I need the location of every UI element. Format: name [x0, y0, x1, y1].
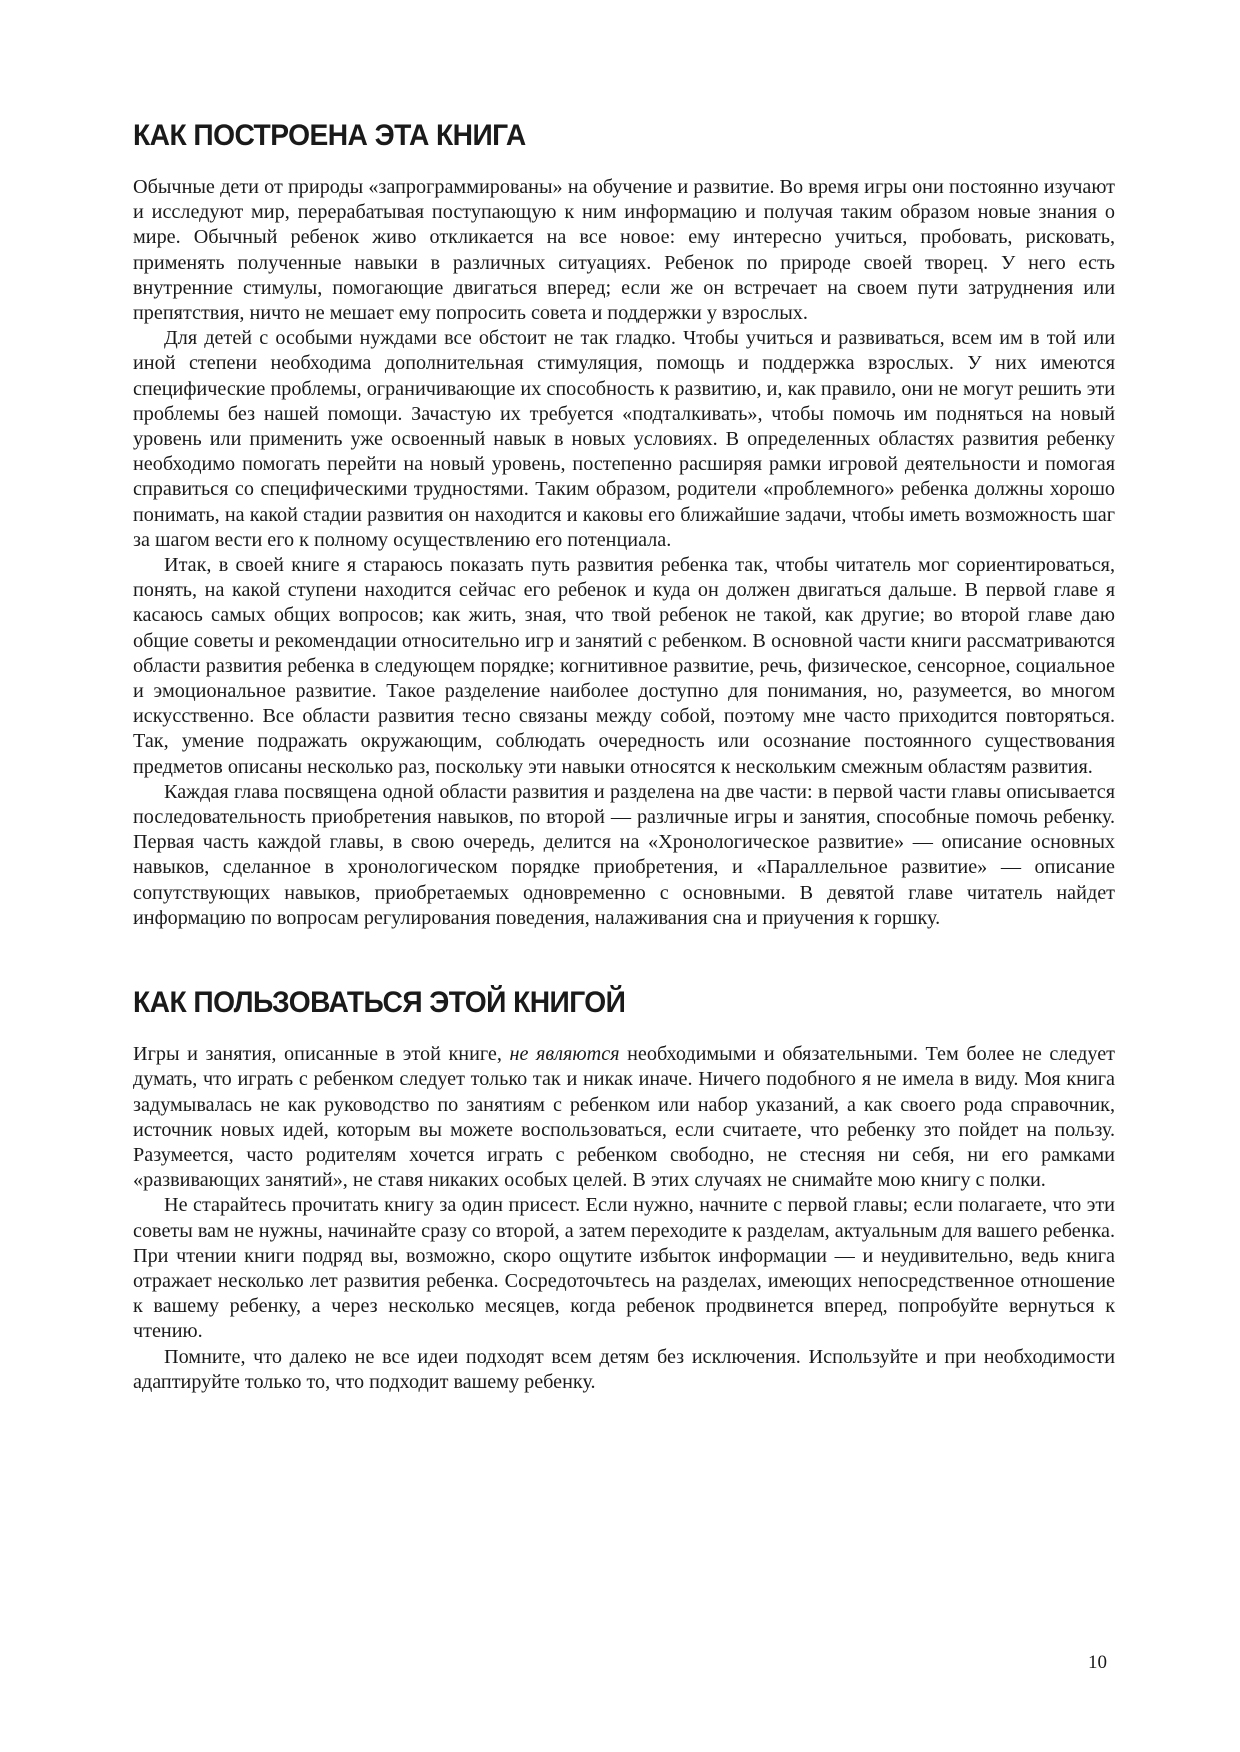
paragraph: Помните, что далеко не все идеи подходят всем детям без исключения. Используйте и при необходимости адаптируйте только то, что подходит вашему ребенку.: [133, 1345, 1115, 1393]
paragraph: Каждая глава посвящена одной области развития и разделена на две части: в первой части главы описывается последовательность приобретения навыков, по второй — различные игры и занятия, способные помочь ребенку. Первая часть каждой главы, в свою очередь, делится на «Хронологическое развитие» — описание основных навыков, сделанное в хронологическом порядке приобретения, и «Параллельное развитие» — описание сопутствующих навыков, приобретаемых одновременно с основными. В девятой главе читатель найдет информацию по вопросам регулирования поведения, налаживания сна и приучения к горшку.: [133, 780, 1115, 929]
section-title-structure: КАК ПОСТРОЕНА ЭТА КНИГА: [133, 119, 526, 152]
section-title-usage: КАК ПОЛЬЗОВАТЬСЯ ЭТОЙ КНИГОЙ: [133, 986, 626, 1020]
paragraph: Не старайтесь прочитать книгу за один присест. Если нужно, начните с первой главы; если полагаете, что эти советы вам не нужны, начинайте сразу со второй, а затем переходите к разделам, актуальным для вашего ребенка. При чтении книги подряд вы, возможно, скоро ощутите избыток информации — и неудивительно, ведь книга отражает несколько лет развития ребенка. Сосредоточьтесь на разделах, имеющих непосредственное отношение к вашему ребенку, а через несколько месяцев, когда ребенок продвинется вперед, попробуйте вернуться к чтению.: [133, 1194, 1115, 1343]
paragraph: Обычные дети от природы «запрограммированы» на обучение и развитие. Во время игры они постоянно изучают и исследуют мир, перерабатывая поступающую к ним информацию и получая таким образом новые знания о мире. Обычный ребенок живо откликается на все новое: ему интересно учиться, пробовать, рисковать, применять полученные навыки в различных ситуациях. Ребенок по природе своей творец. У него есть внутренние стимулы, помогающие двигаться вперед; если же он встречает на своем пути затруднения или препятствия, ничто не мешает ему попросить совета и поддержки у взрослых.: [133, 176, 1115, 325]
paragraph-text: необходимыми и обязательными. Тем более не следует думать, что играть с ребенком следует только так и никак иначе. Ничего подобного я не имела в виду. Моя книга задумывалась не как руководство по занятиям с ребенком или набор указаний, а как своего рода справочник, источник новых идей, которым вы можете воспользоваться, если считаете, что ребенку зто пойдет на пользу. Разумеется, часто родителям хочется играть с ребенком свободно, не стесняя ни себя, ни его рамками «развивающих занятий», не ставя никаких особых целей. В этих случаях не снимайте мою книгу с полки.: [133, 1043, 1116, 1192]
paragraph: Для детей с особыми нуждами все обстоит не так гладко. Чтобы учиться и развиваться, всем им в той или иной степени необходима дополнительная стимуляция, помощь и поддержка взрослых. У них имеются специфические проблемы, ограничивающие их способность к развитию, и, как правило, они не могут решить эти проблемы без нашей помощи. Зачастую их требуется «подталкивать», чтобы помочь им подняться на новый уровень или применить уже освоенный навык в новых условиях. В определенных областях развития ребенку необходимо помогать перейти на новый уровень, постепенно расширяя рамки игровой деятельности и помогая справиться со специфическими трудностями. Таким образом, родители «проблемного» ребенка должны хорошо понимать, на какой стадии развития он находится и каковы его ближайшие задачи, чтобы иметь возможность шаг за шагом вести его к полному осуществлению его потенциала.: [133, 327, 1115, 551]
emphasized-text: не являются: [509, 1043, 620, 1066]
paragraph: Итак, в своей книге я стараюсь показать путь развития ребенка так, чтобы читатель мог сориентироваться, понять, на какой ступени находится сейчас его ребенок и куда он должен двигаться дальше. В первой главе я касаюсь самых общих вопросов; как жить, зная, что твой ребенок не такой, как другие; во второй главе даю общие советы и рекомендации относительно игр и занятий с ребенком. В основной части книги рассматриваются области развития ребенка в следующем порядке; когнитивное развитие, речь, физическое, сенсорное, социальное и эмоциональное развитие. Такое разделение наиболее доступно для понимания, но, разумеется, во многом искусственно. Все области развития тесно связаны между собой, поэтому мне часто приходится повторяться. Так, умение подражать окружающим, соблюдать очередность или осознание постоянного существования предметов описаны несколько раз, поскольку эти навыки относятся к нескольким смежным областям развития.: [133, 554, 1115, 778]
document-page: [133, 118, 1115, 1395]
paragraph-text: Игры и занятия, описанные в этой книге,: [133, 1043, 510, 1066]
page-number: 10: [1088, 1652, 1107, 1673]
paragraph-with-emphasis: [133, 1042, 1115, 1193]
